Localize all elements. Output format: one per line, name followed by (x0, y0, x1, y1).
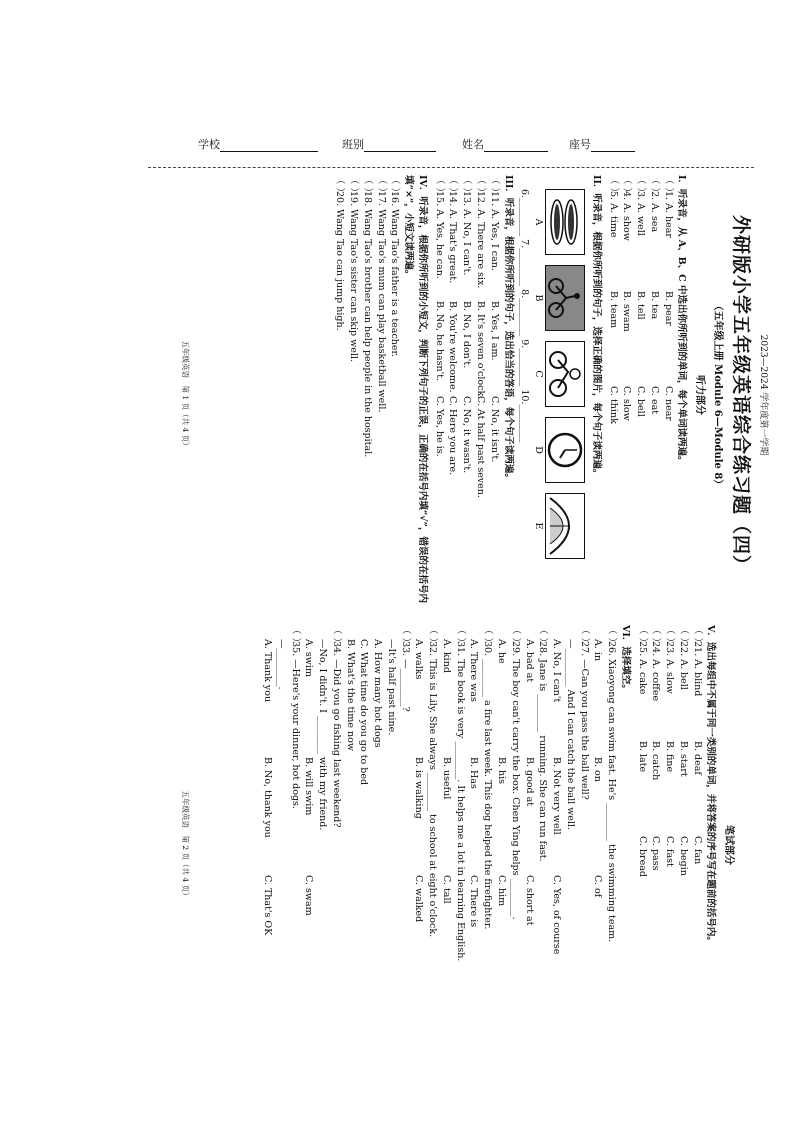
options-row (412, 625, 426, 1065)
question-text: 27. —Can you pass the ball well? (578, 641, 590, 800)
picture-label: D (533, 446, 545, 454)
question-row (604, 625, 618, 1065)
listening-part-heading: 听力部分 (693, 375, 705, 415)
answer-bracket[interactable]: （ ） (482, 625, 494, 648)
stadium-picture (545, 493, 585, 559)
section-5-list (635, 625, 704, 1065)
judgement-row (333, 175, 347, 615)
option-b: B. What's the time now (344, 639, 356, 751)
answer-bracket[interactable]: （ ） (578, 625, 590, 648)
option-c: C. eat (648, 386, 660, 415)
answer-bracket[interactable]: （ ） (361, 175, 373, 198)
statement-text: 19. Wang Tao's sister can skip well. (348, 191, 360, 362)
answer-bracket[interactable]: （ ） (664, 625, 676, 648)
option-c: C. begin (677, 836, 689, 876)
option-c: C. There is (468, 875, 480, 928)
answer-bracket[interactable]: （ ） (375, 175, 387, 198)
answer-bracket[interactable]: （ ） (433, 175, 445, 198)
question-row (329, 625, 343, 1065)
option-a: 25. A. cake (636, 641, 648, 695)
clock-picture (545, 417, 585, 483)
question-row (649, 625, 663, 1065)
statement-text: 17. Wang Tao's mum can play basketball well. (375, 191, 387, 413)
options-row (343, 625, 357, 1065)
question-text: 30. ________ a fire last week. This dog helped the firefighter. (482, 641, 494, 930)
option-c: C. tall (440, 875, 452, 904)
section-5-heading: V．选出每组中不属于同一类别的单词，并将答案的序号写在题前的括号内。 (705, 625, 717, 946)
question-text: 34. —Did you go fishing last weekend? (330, 641, 342, 828)
question-reply: —It's half past nine. (385, 639, 397, 736)
answer-bracket[interactable]: （ ） (648, 175, 660, 198)
question-row (425, 625, 439, 1065)
option-a: 12. A. There are six. (474, 191, 486, 289)
question-text: 31. The book is very ________. It helps me a lot in learning English. (454, 641, 466, 962)
question-row (432, 175, 446, 615)
statement-text: 20. Wang Tao can jump high. (334, 191, 346, 331)
answer-bracket[interactable]: （ ） (488, 175, 500, 198)
section-1-heading: I．听录音，从 A、B、C 中选出你所听到的单词，每个单词读两遍。 (676, 175, 688, 466)
option-b: B. No, he hasn't. (433, 301, 445, 382)
answer-bracket[interactable]: （ ） (427, 625, 439, 648)
option-b: B. will swim (303, 757, 315, 816)
option-c: C. pass (650, 836, 662, 871)
answer-bracket[interactable]: （ ） (650, 625, 662, 648)
option-b: B. useful (440, 757, 452, 800)
option-b: B. start (677, 741, 689, 777)
option-b: B. swam (621, 291, 633, 332)
answer-bracket[interactable]: （ ） (635, 175, 647, 198)
option-b: B. good at (523, 757, 535, 807)
page-two (175, 625, 775, 1065)
class-field[interactable]: 班别 (342, 136, 436, 152)
option-b: B. late (636, 741, 648, 773)
question-row (536, 625, 550, 1065)
picture-label: C (533, 370, 545, 378)
option-b: B. team (607, 291, 619, 329)
option-b: B. his (496, 757, 508, 785)
option-b: B. pear (662, 291, 674, 326)
picture-label: E (533, 522, 545, 530)
option-b: B. on (592, 757, 604, 782)
question-row (446, 175, 460, 615)
name-field[interactable]: 姓名 (462, 136, 548, 152)
options-row (260, 625, 274, 1065)
question-row (288, 625, 302, 1065)
question-row (577, 625, 591, 1065)
option-a: 1. A. hear (662, 191, 674, 238)
statement-text: 16. Wang Tao's father is a teacher. (389, 191, 401, 358)
option-b: B. tell (635, 291, 647, 320)
option-a: 2. A. sea (648, 191, 660, 233)
answer-bracket[interactable]: （ ） (474, 175, 486, 198)
option-a: A. in (592, 639, 604, 662)
writing-part-heading: 笔试部分 (723, 825, 734, 865)
option-a: 22. A. bell (677, 641, 689, 690)
question-row (620, 175, 634, 615)
school-year: 2023—2024 学年度第一学期 (758, 334, 768, 456)
question-row (459, 175, 473, 615)
option-b: B. Has (468, 757, 480, 789)
answer-bracket[interactable]: （ ） (607, 175, 619, 198)
option-c: C. think (607, 386, 619, 424)
picture-label: B (533, 294, 545, 302)
section-6-list (260, 625, 618, 1065)
judgement-row (388, 175, 402, 615)
section-1-list (606, 175, 675, 615)
question-row (480, 625, 494, 1065)
option-a: A. kind (440, 639, 452, 673)
option-c: C. No, it wasn't. (461, 396, 473, 474)
option-a: 23. A. slow (664, 641, 676, 694)
answer-bracket[interactable]: （ ） (389, 175, 401, 198)
question-text: 35. —Here's your dinner, hot dogs. (289, 641, 301, 809)
option-b: B. It's seven o'clock. (474, 301, 486, 400)
answer-bracket[interactable]: （ ） (399, 625, 411, 648)
rotated-exam-sheet (175, 175, 775, 1075)
question-row (676, 625, 690, 1065)
option-a: 24. A. coffee (650, 641, 662, 702)
school-field[interactable]: 学校 (198, 136, 318, 152)
option-a: 11. A. Yes, I can. (488, 191, 500, 271)
option-c: C. No, it isn't. (488, 396, 500, 463)
options-row (494, 625, 508, 1065)
question-row (398, 625, 412, 1065)
options-row (522, 625, 536, 1065)
question-row (606, 175, 620, 615)
picture-label: A (533, 218, 545, 226)
section-4-heading: IV．听录音，根据你所听到的小短文，判断下列句子的正误，正确的在括号内填“√”，错误的在括号内填“×”，小短文读两遍。 (403, 175, 428, 603)
answer-bracket[interactable]: （ ） (334, 175, 346, 198)
option-a: A. How many hot dogs (372, 639, 384, 748)
question-text: 29. The boy can't carry the box. Chen Ying helps ________. (509, 641, 521, 920)
option-a: 14. A. That's great. (447, 191, 459, 284)
question-row (487, 175, 501, 615)
option-a: A. Thank you (262, 639, 273, 703)
question-reply: —No, I didn't. I ________ with my friend. (317, 639, 329, 831)
hot-dogs-picture (545, 189, 585, 255)
option-a: 13. A. No, I can't. (461, 191, 473, 276)
option-c: C. At half past seven. (474, 396, 486, 498)
option-c: C. of (592, 875, 604, 898)
question-row (661, 175, 675, 615)
option-c: C. short at (523, 875, 535, 926)
option-c: C. Yes, of course (551, 875, 563, 955)
question-text: 32. This is Lily. She always ________ to school at eight o'clock. (427, 641, 439, 938)
option-c: C. fan (691, 836, 703, 865)
question-reply: —________. (275, 639, 287, 690)
option-c: C. That's OK (262, 875, 273, 936)
option-c: C. near (662, 386, 674, 421)
section-2-answer-blanks[interactable]: 6.________ 7.________ 8.________ 9.________ 10.________ (519, 189, 531, 443)
options-row (549, 625, 563, 1065)
option-a: A. No, I can't (551, 639, 563, 703)
motorbike-picture (545, 341, 585, 407)
answer-bracket[interactable]: （ ） (330, 625, 342, 648)
option-a: 21. A. blind (691, 641, 703, 697)
option-a: A. swim (303, 639, 315, 677)
question-text: 26. Xiaoyong can swim fast. He's ________ the swimming team. (606, 641, 618, 943)
option-b: B. tea (648, 291, 660, 320)
option-c: C. fast (664, 836, 676, 867)
option-b: B. Yes, I am. (488, 301, 500, 361)
option-a: 4. A. show (621, 191, 633, 241)
answer-bracket[interactable]: （ ） (348, 175, 360, 198)
option-c: C. swam (303, 875, 315, 916)
answer-bracket[interactable]: （ ） (461, 175, 473, 198)
answer-bracket[interactable]: （ ） (509, 625, 521, 648)
judgement-row (360, 175, 374, 615)
option-a: 3. A. well (635, 191, 647, 236)
option-c: C. slow (621, 386, 633, 421)
question-row (647, 175, 661, 615)
answer-bracket[interactable]: （ ） (289, 625, 301, 648)
options-row (467, 625, 481, 1065)
option-c: C. Here you are. (447, 396, 459, 476)
answer-bracket[interactable]: （ ） (677, 625, 689, 648)
judgement-row (346, 175, 360, 615)
answer-bracket[interactable]: （ ） (447, 175, 459, 198)
answer-bracket[interactable]: （ ） (537, 625, 549, 648)
option-b: B. Not very well (551, 757, 563, 835)
question-row (633, 175, 647, 615)
options-row (439, 625, 453, 1065)
option-b: B. No, I don't. (461, 301, 473, 369)
option-b: B. is walking (413, 757, 425, 819)
question-row (662, 625, 676, 1065)
section-3-list (432, 175, 501, 615)
answer-bracket[interactable]: （ ） (662, 175, 674, 198)
question-row (508, 625, 522, 1065)
question-reply: —________ And I can catch the ball well. (564, 639, 576, 831)
options-row (302, 625, 316, 1065)
option-a: 5. A. time (607, 191, 619, 238)
answer-bracket[interactable]: （ ） (606, 625, 618, 648)
options-row (591, 625, 605, 1065)
option-c: C. him (496, 875, 508, 907)
section-4-list (333, 175, 402, 615)
answer-bracket[interactable]: （ ） (691, 625, 703, 648)
option-c: C. bell (635, 386, 647, 417)
option-b: B. deaf (691, 741, 703, 775)
cut-line (148, 167, 754, 168)
question-row (690, 625, 704, 1065)
section-2-heading: II．听录音，根据你所听到的句子，选择正确的图片，每个句子读两遍。 (590, 175, 602, 479)
question-text: 28. Jane is ________ running. She can run fast. (537, 641, 549, 862)
option-b: B. fine (664, 741, 676, 773)
student-info-header (0, 136, 794, 158)
page-one-footer: 五年级英语 第 1 页（共 4 页） (180, 340, 190, 450)
option-c: C. walked (413, 875, 425, 923)
question-row (635, 625, 649, 1065)
option-b: B. You're welcome. (447, 301, 459, 393)
answer-bracket[interactable]: （ ） (454, 625, 466, 648)
option-a: A. he (496, 639, 508, 664)
option-a: A. bad at (523, 639, 535, 683)
judgement-row (374, 175, 388, 615)
option-c: C. Yes, he is. (433, 396, 445, 457)
picture-row (545, 189, 585, 615)
question-row (473, 175, 487, 615)
question-row (453, 625, 467, 1065)
option-a: A. There was (468, 639, 480, 702)
option-b: B. catch (650, 741, 662, 781)
exam-subtitle: （五年级上册 Module 6—Module 8） (712, 300, 724, 490)
seat-field[interactable]: 座号 (569, 136, 635, 152)
answer-bracket[interactable]: （ ） (621, 175, 633, 198)
section-6-heading: VI．选择填空。 (619, 625, 631, 694)
page-one (175, 175, 775, 615)
exam-title: 外研版小学五年级英语综合练习题（四） (729, 214, 752, 575)
statement-text: 18. Wang Tao's brother can help people in the hospital. (361, 191, 373, 458)
answer-bracket[interactable]: （ ） (636, 625, 648, 648)
option-c: C. What time do you go to bed (358, 639, 370, 786)
option-b: B. No, thank you (262, 757, 273, 838)
question-text: 33. —________? (399, 641, 411, 712)
picture-labels (531, 189, 545, 615)
page-two-footer: 五年级英语 第 2 页（共 4 页） (180, 790, 190, 900)
option-c: C. bread (636, 836, 648, 877)
cycling-picture (545, 265, 585, 331)
option-a: A. walks (413, 639, 425, 680)
option-a: 15. A. Yes, he can. (433, 191, 445, 279)
section-3-heading: III．听录音，根据你所听到的句子，选出恰当的答语，每个句子读两遍。 (502, 175, 514, 483)
